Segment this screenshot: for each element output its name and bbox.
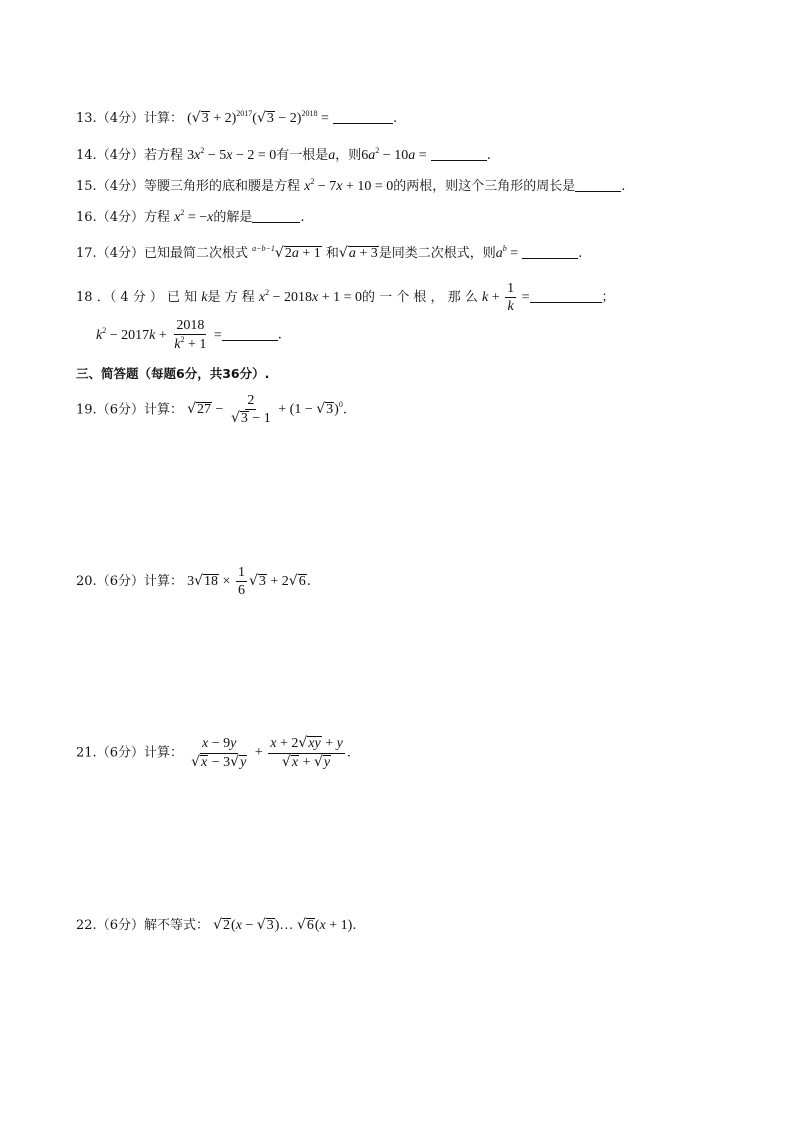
- question-text: 是同类二次根式，则: [378, 246, 496, 261]
- math-expression: $\frac{x - 9y}{√x - 3√y}$ + $\frac{x + 2√xy + y}{√x + √y}$: [191, 735, 343, 770]
- question-end: .: [352, 918, 357, 933]
- math-expression: $k^2 - 2017k$ + $\frac{2018}{k^2 + 1}$ =: [96, 318, 222, 353]
- question-stem: 等腰三角形的底和腰是方程: [143, 179, 300, 194]
- question-21: [76, 736, 351, 770]
- question-end: .: [486, 148, 491, 163]
- question-points: （4分）: [96, 246, 144, 261]
- question-stem: 计算：: [143, 111, 183, 126]
- question-stem: 解不等式：: [143, 918, 209, 933]
- math-expression: $x^2 - 7x + 10 = 0$: [304, 177, 394, 194]
- question-stem: 计算：: [143, 402, 183, 418]
- question-13: [76, 110, 397, 127]
- question-end: .: [306, 574, 311, 590]
- question-number: 13.: [76, 111, 97, 126]
- answer-blank[interactable]: [530, 290, 602, 303]
- math-variable: k: [201, 290, 208, 306]
- math-expression: $x^2 = -x$: [174, 208, 214, 225]
- question-text: 的 一 个 根 ， 那 么: [362, 290, 478, 306]
- question-22: [76, 918, 356, 934]
- question-18: [76, 281, 716, 315]
- question-number: 16.: [76, 210, 97, 225]
- answer-blank[interactable]: [522, 246, 578, 259]
- question-text: 和: [325, 246, 339, 261]
- question-19: [76, 393, 347, 427]
- question-number: 18: [76, 290, 93, 306]
- question-15: [76, 178, 625, 194]
- math-expression: 3√18 × $\frac{1}{6}$ √3 + 2√6: [187, 565, 306, 599]
- question-points: （6分）: [96, 574, 144, 590]
- answer-blank[interactable]: [431, 148, 487, 161]
- question-20: [76, 565, 311, 599]
- section-heading: 三、简答题（每题6分，共36分）.: [76, 366, 270, 381]
- question-17: [76, 245, 582, 262]
- question-number: 19.: [76, 402, 97, 418]
- question-number: 14.: [76, 148, 97, 163]
- question-18-part2: [96, 318, 282, 353]
- question-stem: 若方程: [143, 148, 183, 163]
- question-end: .: [346, 745, 351, 761]
- question-points: （4分）: [96, 111, 144, 126]
- question-stem: 已知最简二次根式: [143, 246, 248, 261]
- math-expression: $^{a-b-1}$√2a + 1: [252, 244, 321, 261]
- question-text: 有一根是: [276, 148, 329, 163]
- question-number: 20.: [76, 574, 97, 590]
- math-expression: √27 − $\frac{2}{√3 - 1}$ + $(1 - √3)^0$: [187, 393, 343, 427]
- question-16: [76, 209, 305, 225]
- question-end: .: [300, 210, 305, 225]
- math-expression: $3x^2 - 5x - 2 = 0$: [187, 146, 277, 163]
- question-points: （4分）: [96, 148, 144, 163]
- answer-blank[interactable]: [333, 111, 393, 124]
- question-end: .: [578, 246, 583, 261]
- answer-blank[interactable]: [222, 328, 278, 341]
- question-text: 的解是: [213, 210, 253, 225]
- question-text: 的两根，则这个三角形的周长是: [393, 179, 576, 194]
- math-expression: $a^b$ =: [495, 244, 519, 261]
- question-stem: 方程: [143, 210, 170, 225]
- question-stem: 计算：: [143, 745, 183, 761]
- math-expression: √2(x − √3)… √6(x + 1): [213, 917, 353, 933]
- question-number: 22.: [76, 918, 97, 933]
- question-points: （6分）: [96, 918, 144, 933]
- question-number: 21.: [76, 745, 97, 761]
- question-points: （4分）: [96, 179, 144, 194]
- answer-blank[interactable]: [575, 179, 621, 192]
- question-points: （4分）: [96, 210, 144, 225]
- math-expression: $(√3 + 2)^{2017}(√3 - 2)^{2018}$ =: [187, 109, 329, 126]
- question-points: ．（ 4 分 ） 已 知: [96, 290, 198, 306]
- math-expression: $6a^2 - 10a$ =: [361, 146, 427, 163]
- question-end: ；: [601, 290, 615, 306]
- question-number: 15.: [76, 179, 97, 194]
- answer-blank[interactable]: [252, 210, 300, 223]
- question-points: （6分）: [96, 402, 144, 418]
- question-points: （6分）: [96, 745, 144, 761]
- math-expression: √a + 3: [338, 245, 378, 261]
- math-expression: $x^2 - 2018x + 1 = 0$: [258, 288, 363, 306]
- math-expression: k + $\frac{1}{k}$ =: [481, 281, 530, 315]
- question-end: .: [342, 402, 347, 418]
- question-text: ，则: [335, 148, 362, 163]
- question-14: [76, 147, 491, 163]
- question-end: .: [277, 327, 282, 343]
- question-text: 是 方 程: [207, 290, 255, 306]
- question-end: .: [392, 111, 398, 126]
- question-end: .: [621, 179, 626, 194]
- question-stem: 计算：: [143, 574, 183, 590]
- math-variable: a: [328, 148, 336, 163]
- question-number: 17.: [76, 246, 97, 261]
